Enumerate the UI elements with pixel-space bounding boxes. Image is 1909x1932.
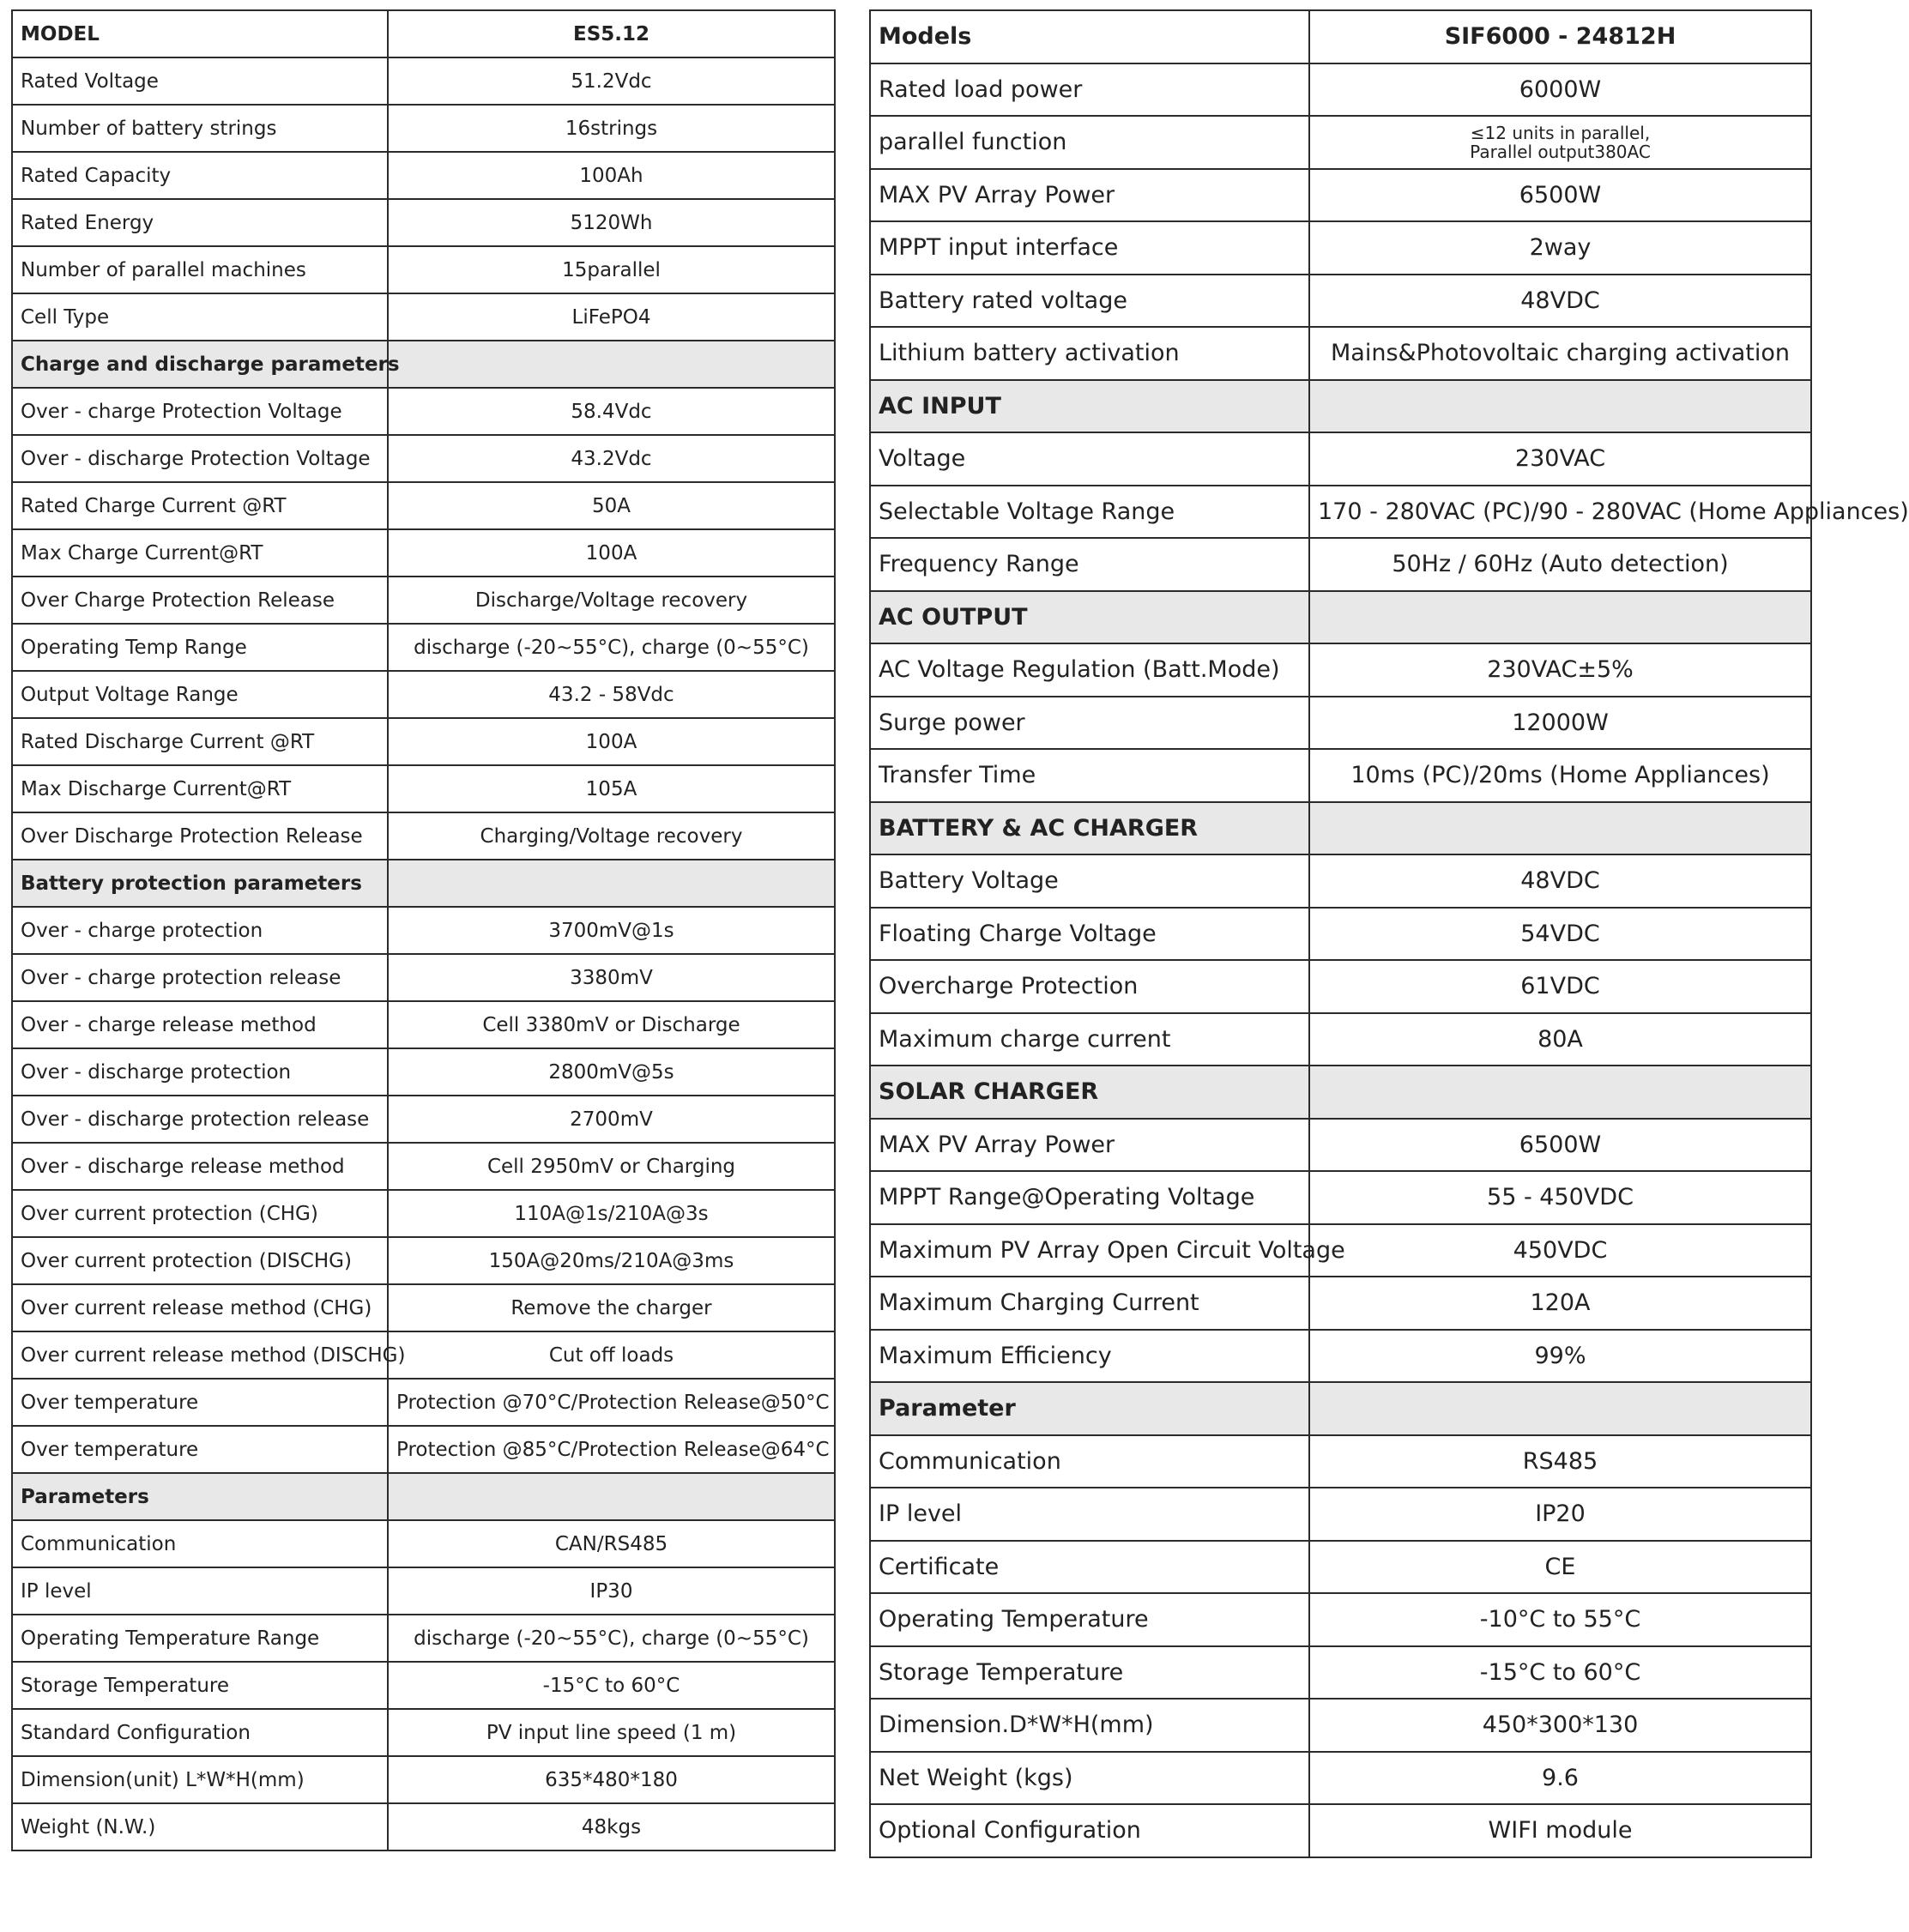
table-row — [12, 246, 835, 293]
spec-label: Number of battery strings — [12, 105, 388, 152]
spec-value: IP30 — [388, 1567, 835, 1615]
spec-label: Selectable Voltage Range — [870, 486, 1309, 539]
spec-value: 58.4Vdc — [388, 388, 835, 435]
spec-label: Maximum Charging Current — [870, 1277, 1309, 1330]
spec-value: RS485 — [1309, 1435, 1811, 1488]
spec-label: Max Discharge Current@RT — [12, 765, 388, 812]
spec-value: 2800mV@5s — [388, 1048, 835, 1096]
spec-label: Number of parallel machines — [12, 246, 388, 293]
spec-value: Cut off loads — [388, 1331, 835, 1379]
spec-label: MPPT Range@Operating Voltage — [870, 1171, 1309, 1224]
table-row — [12, 577, 835, 624]
table-row — [12, 482, 835, 529]
spec-label: Communication — [12, 1520, 388, 1567]
table-row — [12, 105, 835, 152]
spec-label: Over current protection (CHG) — [12, 1190, 388, 1237]
spec-label: Rated Discharge Current @RT — [12, 718, 388, 765]
spec-value: 48VDC — [1309, 854, 1811, 908]
spec-label: Over Charge Protection Release — [12, 577, 388, 624]
spec-value: 2700mV — [388, 1096, 835, 1143]
spec-label: Cell Type — [12, 293, 388, 341]
spec-value: Cell 2950mV or Charging — [388, 1143, 835, 1190]
table-row — [12, 1662, 835, 1709]
spec-label: MAX PV Array Power — [870, 169, 1309, 222]
table-row — [870, 960, 1811, 1013]
table-row — [870, 63, 1811, 117]
table-row — [870, 1804, 1811, 1857]
table-row — [870, 1435, 1811, 1488]
spec-label: MAX PV Array Power — [870, 1119, 1309, 1172]
spec-label: Storage Temperature — [870, 1646, 1309, 1700]
spec-value: 80A — [1309, 1013, 1811, 1066]
spec-label: Surge power — [870, 697, 1309, 750]
table-row — [12, 1143, 835, 1190]
spec-value: 15parallel — [388, 246, 835, 293]
section-title: Parameters — [12, 1473, 388, 1520]
table-row — [870, 1277, 1811, 1330]
spec-label: MPPT input interface — [870, 221, 1309, 275]
spec-label: Over - discharge protection — [12, 1048, 388, 1096]
spec-value: Remove the charger — [388, 1284, 835, 1331]
spec-label: Over - discharge Protection Voltage — [12, 435, 388, 482]
table-row — [870, 275, 1811, 328]
table-row — [12, 1190, 835, 1237]
spec-label: Over - charge release method — [12, 1001, 388, 1048]
spec-value: 170 - 280VAC (PC)/90 - 280VAC (Home Appliances) — [1309, 486, 1811, 539]
section-header-row — [870, 802, 1811, 855]
spec-value — [1309, 1382, 1811, 1435]
spec-label: IP level — [870, 1488, 1309, 1541]
table-row — [870, 1541, 1811, 1594]
table-row — [12, 907, 835, 954]
spec-label: Standard Configuration — [12, 1709, 388, 1756]
table-row — [12, 1237, 835, 1284]
spec-value: 6500W — [1309, 1119, 1811, 1172]
spec-value: discharge (-20~55°C), charge (0~55°C) — [388, 624, 835, 671]
spec-value: IP20 — [1309, 1488, 1811, 1541]
spec-value: ES5.12 — [388, 10, 835, 57]
table-row — [870, 1593, 1811, 1646]
spec-value: 100A — [388, 718, 835, 765]
table-row — [12, 1567, 835, 1615]
table-row — [12, 1096, 835, 1143]
spec-label: Floating Charge Voltage — [870, 908, 1309, 961]
spec-value: -10°C to 55°C — [1309, 1593, 1811, 1646]
section-title: SOLAR CHARGER — [870, 1066, 1309, 1119]
table-row — [870, 1752, 1811, 1805]
table-row — [870, 1171, 1811, 1224]
section-header-row — [12, 1473, 835, 1520]
table-row — [12, 1426, 835, 1473]
spec-label: Over temperature — [12, 1426, 388, 1473]
spec-value — [1309, 116, 1811, 169]
spec-value: 9.6 — [1309, 1752, 1811, 1805]
section-title: Battery protection parameters — [12, 860, 388, 907]
table-row — [870, 221, 1811, 275]
spec-label: Dimension(unit) L*W*H(mm) — [12, 1756, 388, 1803]
table-row — [870, 538, 1811, 591]
section-title: AC OUTPUT — [870, 591, 1309, 644]
spec-value: 105A — [388, 765, 835, 812]
spec-label: Over Discharge Protection Release — [12, 812, 388, 860]
spec-label: Dimension.D*W*H(mm) — [870, 1699, 1309, 1752]
spec-value: SIF6000 - 24812H — [1309, 10, 1811, 63]
table-row — [12, 671, 835, 718]
spec-label: Over current protection (DISCHG) — [12, 1237, 388, 1284]
table-row — [870, 116, 1811, 169]
spec-value: Mains&Photovoltaic charging activation — [1309, 327, 1811, 380]
spec-value: 5120Wh — [388, 199, 835, 246]
spec-label: Battery Voltage — [870, 854, 1309, 908]
table-row — [870, 432, 1811, 486]
table-row — [12, 388, 835, 435]
spec-label: Overcharge Protection — [870, 960, 1309, 1013]
spec-value: WIFI module — [1309, 1804, 1811, 1857]
spec-label: Over current release method (DISCHG) — [12, 1331, 388, 1379]
spec-label: Rated load power — [870, 63, 1309, 117]
spec-value: 51.2Vdc — [388, 57, 835, 105]
spec-value: 120A — [1309, 1277, 1811, 1330]
spec-value: 48kgs — [388, 1803, 835, 1850]
spec-value — [1309, 380, 1811, 433]
spec-value: 10ms (PC)/20ms (Home Appliances) — [1309, 749, 1811, 802]
spec-value-line: Parallel output380AC — [1470, 141, 1651, 162]
spec-label: Over - discharge protection release — [12, 1096, 388, 1143]
spec-value: 16strings — [388, 105, 835, 152]
table-row — [870, 1699, 1811, 1752]
spec-value: CE — [1309, 1541, 1811, 1594]
table-row — [12, 812, 835, 860]
table-row — [870, 643, 1811, 697]
spec-value: LiFePO4 — [388, 293, 835, 341]
table-row — [12, 1803, 835, 1850]
spec-value: 100A — [388, 529, 835, 577]
spec-value: 450VDC — [1309, 1224, 1811, 1277]
spec-label: Weight (N.W.) — [12, 1803, 388, 1850]
spec-label: MODEL — [12, 10, 388, 57]
table-row — [870, 1330, 1811, 1383]
spec-label: Models — [870, 10, 1309, 63]
spec-value — [1309, 591, 1811, 644]
table-row — [12, 1756, 835, 1803]
spec-label: Rated Charge Current @RT — [12, 482, 388, 529]
table-row — [870, 1013, 1811, 1066]
spec-label: Certificate — [870, 1541, 1309, 1594]
spec-value — [388, 341, 835, 388]
spec-label: Over - charge protection release — [12, 954, 388, 1001]
spec-label: Net Weight (kgs) — [870, 1752, 1309, 1805]
spec-label: Rated Voltage — [12, 57, 388, 105]
spec-value: 2way — [1309, 221, 1811, 275]
section-header-row — [870, 1382, 1811, 1435]
spec-label: Rated Capacity — [12, 152, 388, 199]
spec-label: AC Voltage Regulation (Batt.Mode) — [870, 643, 1309, 697]
spec-value: 100Ah — [388, 152, 835, 199]
spec-label: Maximum charge current — [870, 1013, 1309, 1066]
section-title: BATTERY & AC CHARGER — [870, 802, 1309, 855]
spec-label: Optional Configuration — [870, 1804, 1309, 1857]
spec-value: 150A@20ms/210A@3ms — [388, 1237, 835, 1284]
table-row — [12, 1331, 835, 1379]
spec-value: 110A@1s/210A@3s — [388, 1190, 835, 1237]
spec-label: Rated Energy — [12, 199, 388, 246]
spec-label: parallel function — [870, 116, 1309, 169]
table-row — [12, 1284, 835, 1331]
table-row — [870, 169, 1811, 222]
table-row — [12, 152, 835, 199]
table-row — [870, 1646, 1811, 1700]
table-row — [12, 199, 835, 246]
spec-label: Maximum Efficiency — [870, 1330, 1309, 1383]
table-row — [12, 765, 835, 812]
spec-value: 50Hz / 60Hz (Auto detection) — [1309, 538, 1811, 591]
table-row — [870, 854, 1811, 908]
table-row — [12, 718, 835, 765]
table-row — [870, 749, 1811, 802]
spec-label: Over temperature — [12, 1379, 388, 1426]
table-header-row — [870, 10, 1811, 63]
spec-value: Protection @70°C/Protection Release@50°C — [388, 1379, 835, 1426]
spec-value: 6500W — [1309, 169, 1811, 222]
spec-value: 48VDC — [1309, 275, 1811, 328]
section-header-row — [870, 1066, 1811, 1119]
inverter-spec-table — [869, 9, 1909, 1858]
table-row — [12, 1615, 835, 1662]
spec-value: Cell 3380mV or Discharge — [388, 1001, 835, 1048]
spec-value — [1309, 1066, 1811, 1119]
section-header-row — [870, 380, 1811, 433]
spec-label: Over - charge protection — [12, 907, 388, 954]
spec-value: 99% — [1309, 1330, 1811, 1383]
table-row — [870, 1488, 1811, 1541]
section-title: Charge and discharge parameters — [12, 341, 388, 388]
spec-value: 43.2Vdc — [388, 435, 835, 482]
table-row — [870, 1224, 1811, 1277]
spec-label: Output Voltage Range — [12, 671, 388, 718]
spec-label: Over - charge Protection Voltage — [12, 388, 388, 435]
section-title: Parameter — [870, 1382, 1309, 1435]
spec-value: -15°C to 60°C — [1309, 1646, 1811, 1700]
spec-label: Max Charge Current@RT — [12, 529, 388, 577]
section-header-row — [12, 860, 835, 907]
spec-value: Charging/Voltage recovery — [388, 812, 835, 860]
spec-label: Communication — [870, 1435, 1309, 1488]
spec-value: 635*480*180 — [388, 1756, 835, 1803]
spec-label: Operating Temperature — [870, 1593, 1309, 1646]
table-row — [12, 293, 835, 341]
spec-value: 450*300*130 — [1309, 1699, 1811, 1752]
table-row — [12, 1048, 835, 1096]
spec-value: -15°C to 60°C — [388, 1662, 835, 1709]
spec-value: PV input line speed (1 m) — [388, 1709, 835, 1756]
spec-value: Protection @85°C/Protection Release@64°C — [388, 1426, 835, 1473]
spec-label: Battery rated voltage — [870, 275, 1309, 328]
spec-label: Frequency Range — [870, 538, 1309, 591]
section-title: AC INPUT — [870, 380, 1309, 433]
spec-label: Voltage — [870, 432, 1309, 486]
section-header-row — [870, 591, 1811, 644]
spec-value: 230VAC±5% — [1309, 643, 1811, 697]
table-header-row — [12, 10, 835, 57]
spec-value: 3700mV@1s — [388, 907, 835, 954]
spec-value: discharge (-20~55°C), charge (0~55°C) — [388, 1615, 835, 1662]
spec-value-line: ≤12 units in parallel, — [1470, 122, 1651, 143]
battery-spec-table — [11, 9, 836, 1851]
spec-value — [1309, 802, 1811, 855]
spec-value — [388, 1473, 835, 1520]
spec-value: 55 - 450VDC — [1309, 1171, 1811, 1224]
spec-value: 12000W — [1309, 697, 1811, 750]
table-row — [12, 1001, 835, 1048]
table-row — [12, 1709, 835, 1756]
table-row — [12, 1379, 835, 1426]
table-row — [12, 529, 835, 577]
spec-label: Operating Temperature Range — [12, 1615, 388, 1662]
spec-value: CAN/RS485 — [388, 1520, 835, 1567]
spec-value — [388, 860, 835, 907]
spec-value: 61VDC — [1309, 960, 1811, 1013]
spec-label: Transfer Time — [870, 749, 1309, 802]
table-row — [870, 908, 1811, 961]
spec-value: 3380mV — [388, 954, 835, 1001]
spec-value: 230VAC — [1309, 432, 1811, 486]
spec-label: Storage Temperature — [12, 1662, 388, 1709]
table-row — [870, 697, 1811, 750]
spec-value: 50A — [388, 482, 835, 529]
spec-label: Over current release method (CHG) — [12, 1284, 388, 1331]
spec-label: IP level — [12, 1567, 388, 1615]
table-row — [12, 435, 835, 482]
spec-label: Maximum PV Array Open Circuit Voltage — [870, 1224, 1309, 1277]
table-row — [870, 1119, 1811, 1172]
spec-value: 6000W — [1309, 63, 1811, 117]
spec-value: Discharge/Voltage recovery — [388, 577, 835, 624]
spec-label: Lithium battery activation — [870, 327, 1309, 380]
spec-label: Over - discharge release method — [12, 1143, 388, 1190]
table-row — [12, 624, 835, 671]
spec-label: Operating Temp Range — [12, 624, 388, 671]
table-row — [12, 57, 835, 105]
table-row — [12, 954, 835, 1001]
spec-value: 43.2 - 58Vdc — [388, 671, 835, 718]
spec-value: 54VDC — [1309, 908, 1811, 961]
table-row — [870, 327, 1811, 380]
table-row — [870, 486, 1811, 539]
table-row — [12, 1520, 835, 1567]
section-header-row — [12, 341, 835, 388]
